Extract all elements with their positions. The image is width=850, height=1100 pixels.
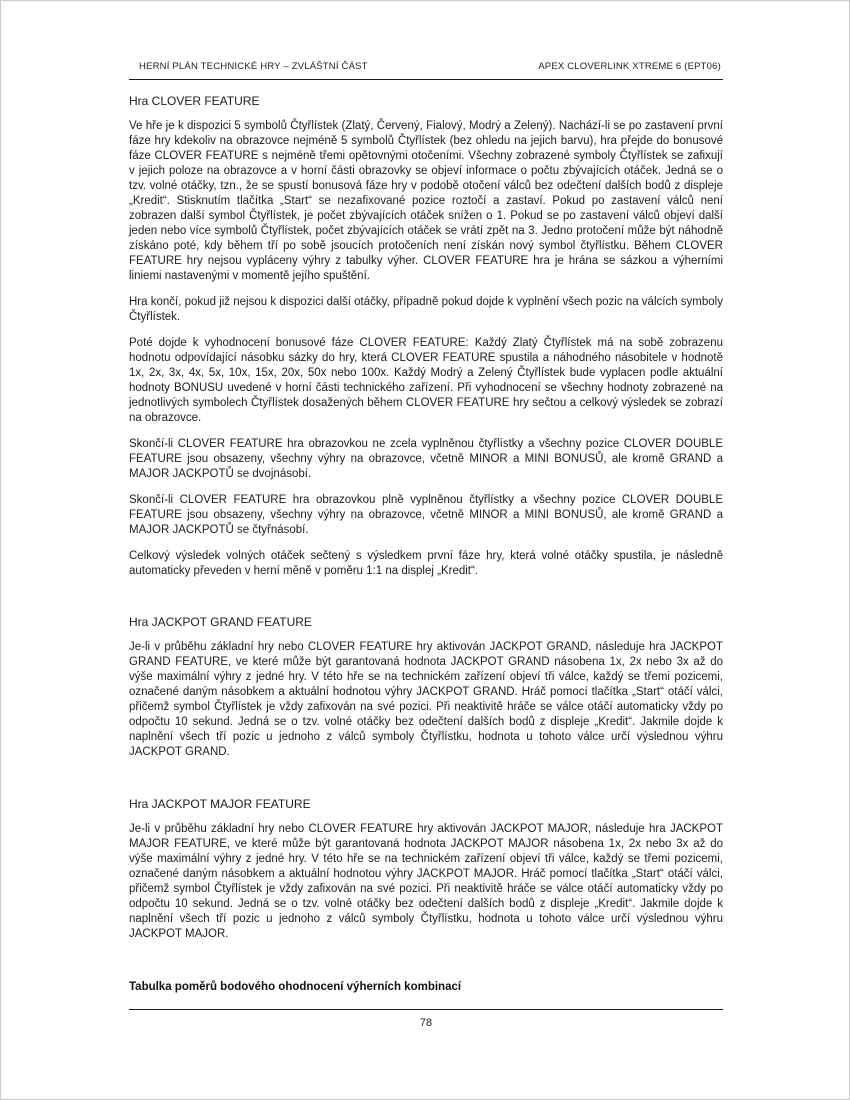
paragraph-clover-evaluation: Poté dojde k vyhodnocení bonusové fáze CLOVER FEATURE: Každý Zlatý Čtyřlístek má na sobě zobrazenu hodnotu odpovídající násobku sázky do hry, která CLOVER FEATURE spustila a náhodného násobitele v hodnotě 1x, 2x, 3x, 4x, 5x, 10x, 15x, 20x, 50x nebo 100x. Každý Modrý a Zelený Čtyřlístek bude vyplacen podle aktuální hodnoty BONUSU uvedené v horní části technického zařízení. Při vyhodnocení se všechny hodnoty zobrazené na jednotlivých symbolech Čtyřlístek dosažených během CLOVER FEATURE hry sečtou a celkový výsledek se zobrazí na obrazovce. [129, 337, 723, 424]
paragraph-clover-intro: Ve hře je k dispozici 5 symbolů Čtyřlístek (Zlatý, Červený, Fialový, Modrý a Zelený). Nachází-li se po zastavení první fáze hry kdekoliv na obrazovce nejméně 5 symbolů Čtyřlístek (bez ohledu na jejich barvu), hra přejde do bonusové fáze CLOVER FEATURE s nejméně třemi opětovnými otočeními. Všechny zobrazené symboly Čtyřlístek se zafixují v jejich poloze na obrazovce a v horní části obrazovky se objeví informace o počtu zbývajících otáček. Jedná se o tzv. volné otáčky, tzn., že se spustí bonusová fáze hry v podobě otočení válců bez odečtení dalších bodů z displeje „Kredit“. Stisknutím tlačítka „Start“ se nezafixované pozice roztočí a zastaví. Pokud po zastavení válců není zobrazen další symbol Čtyřlístek, je počet zbývajících otáček snížen o 1. Pokud se po zastavení válců objeví další jeden nebo více symbolů Čtyřlístek, počet zbývajících otáček se vrátí zpět na 3. Jedno protočení může být náhodně získáno poté, kdy během tří po sobě jsoucích protočeních není získán nový symbol čtyřlístku. Během CLOVER FEATURE hry nejsou vypláceny výhry z tabulky výher. CLOVER FEATURE hra je hrána se sázkou a výherními liniemi nastavenými v momentě jejího spuštění. [129, 120, 723, 282]
paragraph-clover-double-partial: Skončí-li CLOVER FEATURE hra obrazovkou ne zcela vyplněnou čtyřlístky a všechny pozice CLOVER DOUBLE FEATURE jsou obsazeny, všechny výhry na obrazovce, včetně MINOR a MINI BONUSŮ, ale kromě GRAND a MAJOR JACKPOTŮ se dvojnásobí. [129, 438, 723, 480]
document-content [129, 61, 723, 1029]
paragraph-clover-end-condition: Hra končí, pokud již nejsou k dispozici další otáčky, případně pokud dojde k vyplnění všech pozic na válcích symboly Čtyřlístek. [129, 296, 723, 323]
paragraph-clover-total-result: Celkový výsledek volných otáček sečtený s výsledkem první fáze hry, která volné otáčky spustila, je následně automaticky převeden v herní měně v poměru 1:1 na displej „Kredit“. [129, 550, 723, 577]
footer-rule [129, 1009, 723, 1010]
paragraph-jackpot-major: Je-li v průběhu základní hry nebo CLOVER FEATURE hry aktivován JACKPOT MAJOR, následuje hra JACKPOT MAJOR FEATURE, ve které může být garantovaná hodnota JACKPOT MAJOR násobena 1x, 2x nebo 3x až do výše maximální výhry z jedné hry. V této hře se na technickém zařízení objeví tři válce, každý se třemi pozicemi, označené daným násobkem a aktuální hodnotou výhry JACKPOT MAJOR. Hráč pomocí tlačítka „Start“ otáčí válci, přičemž symbol Čtyřlístek je vždy zafixován na své pozici. Při neaktivitě hráče se válce otáčí automaticky vždy po odpočtu 10 sekund. Jedná se o tzv. volné otáčky bez odečtení dalších bodů z displeje „Kredit“. Jakmile dojde k naplnění všech tří pozic u jednoho z válců symboly Čtyřlístku, hodnota u tohoto válce určí výslednou výhru JACKPOT MAJOR. [129, 823, 723, 940]
header-rule [129, 79, 723, 80]
page-number: 78 [419, 1017, 433, 1029]
section-heading-jackpot-major: Hra JACKPOT MAJOR FEATURE [129, 797, 311, 811]
paragraph-jackpot-grand: Je-li v průběhu základní hry nebo CLOVER FEATURE hry aktivován JACKPOT GRAND, následuje hra JACKPOT GRAND FEATURE, ve které může být garantovaná hodnota JACKPOT GRAND násobena 1x, 2x nebo 3x až do výše maximální výhry z jedné hry. V této hře se na technickém zařízení objeví tři válce, každý se třemi pozicemi, označené daným násobkem a aktuální hodnotou výhry JACKPOT GRAND. Hráč pomocí tlačítka „Start“ otáčí válci, přičemž symbol Čtyřlístek je vždy zafixován na své pozici. Při neaktivitě hráče se válce otáčí automaticky vždy po odpočtu 10 sekund. Jedná se o tzv. volné otáčky bez odečtení dalších bodů z displeje „Kredit“. Jakmile dojde k naplnění všech tří pozic u jednoho z válců symboly Čtyřlístku, hodnota u tohoto válce určí výslednou výhru JACKPOT GRAND. [129, 641, 723, 758]
header-title-right: APEX CLOVERLINK XTREME 6 (EPT06) [538, 61, 721, 72]
header-title-left: HERNÍ PLÁN TECHNICKÉ HRY – ZVLÁŠTNÍ ČÁST [139, 61, 368, 72]
paragraph-clover-double-full: Skončí-li CLOVER FEATURE hra obrazovkou plně vyplněnou čtyřlístky a všechny pozice CLOVER DOUBLE FEATURE jsou obsazeny, všechny výhry na obrazovce, včetně MINOR a MINI BONUSŮ, ale kromě GRAND a MAJOR JACKPOTŮ se čtyřnásobí. [129, 494, 723, 536]
table-caption-heading: Tabulka poměrů bodového ohodnocení výherních kombinací [129, 981, 462, 993]
section-heading-jackpot-grand: Hra JACKPOT GRAND FEATURE [129, 615, 312, 629]
document-header [129, 61, 723, 72]
section-heading-clover-feature: Hra CLOVER FEATURE [129, 94, 260, 108]
